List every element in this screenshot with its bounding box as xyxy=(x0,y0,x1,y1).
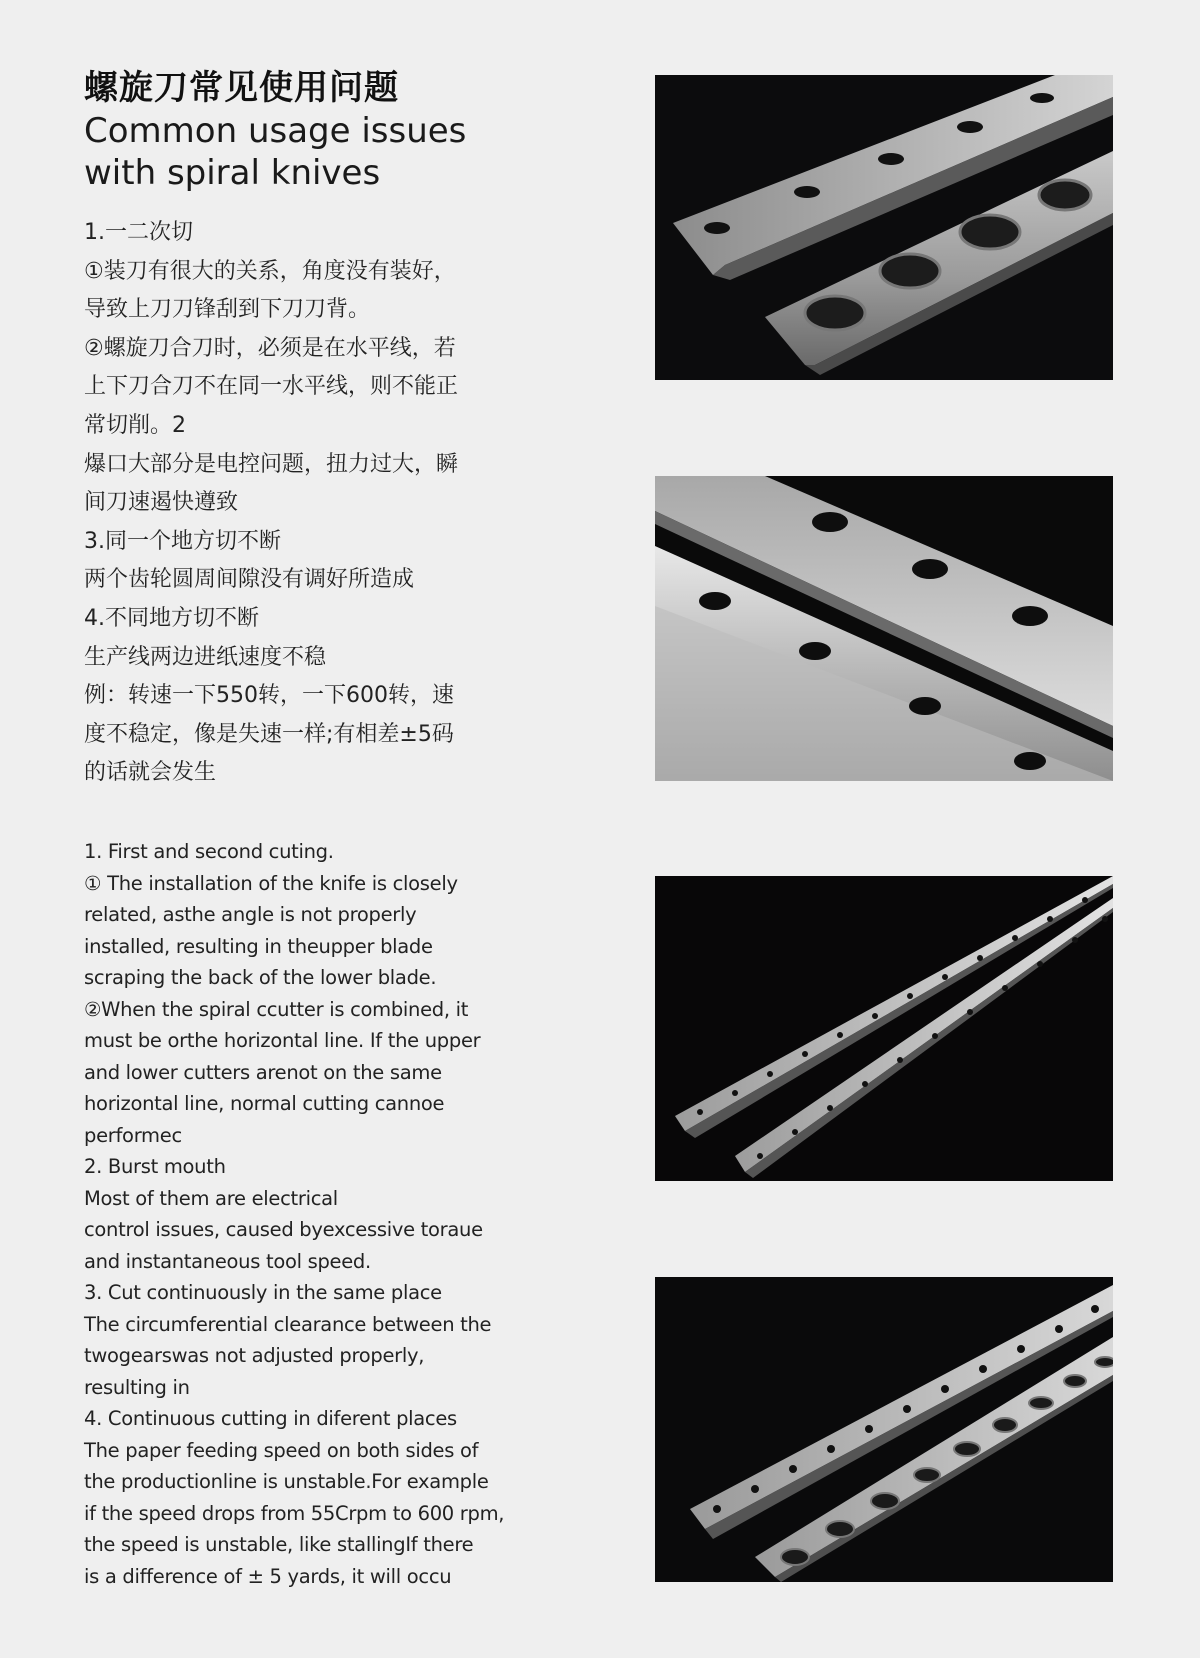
en-line: must be orthe horizontal line. If the upper xyxy=(84,1029,481,1052)
en-line: if the speed drops from 55Crpm to 600 rpm, xyxy=(84,1501,505,1525)
cn-line: 导致上刀刀锋刮到下刀刀背。 xyxy=(84,297,371,323)
en-line: The paper feeding speed on both sides of xyxy=(84,1438,479,1462)
en-line: 3. Cut continuously in the same place xyxy=(84,1281,442,1304)
chinese-text-block xyxy=(84,214,544,793)
title-english xyxy=(84,110,544,194)
title-english-line-2: with spiral knives xyxy=(84,153,381,193)
en-line: installed, resulting in theupper blade xyxy=(84,934,433,958)
en-line: 1. First and second cuting. xyxy=(84,840,334,863)
blade-photo-2 xyxy=(655,476,1113,781)
cn-line: 常切削。2 xyxy=(84,412,186,438)
blade-photo-1 xyxy=(655,75,1113,380)
en-line: and instantaneous tool speed. xyxy=(84,1249,371,1273)
en-line: related, asthe angle is not properly xyxy=(84,903,417,926)
en-line: the productionline is unstable.For example xyxy=(84,1470,489,1493)
cn-line: 度不稳定，像是失速一样;有相差±5码 xyxy=(84,721,454,747)
title-english-line-1: Common usage issues xyxy=(84,111,467,151)
cn-line: ②螺旋刀合刀时，必须是在水平线，若 xyxy=(84,335,456,361)
blade-photo-1-image xyxy=(655,75,1113,380)
cn-line: 间刀速遏快遵致 xyxy=(84,490,239,516)
en-line: control issues, caused byexcessive toraue xyxy=(84,1218,483,1241)
en-line: resulting in xyxy=(84,1375,190,1399)
cn-line: 1.一二次切 xyxy=(84,220,193,245)
cn-line: 爆口大部分是电控问题，扭力过大，瞬 xyxy=(84,451,459,477)
en-line: ②When the spiral ccutter is combined, it xyxy=(84,997,469,1021)
en-line: the speed is unstable, like stallingIf there xyxy=(84,1533,474,1556)
english-text-block xyxy=(84,836,544,1592)
en-line: horizontal line, normal cutting cannoe xyxy=(84,1092,445,1115)
blade-photo-2-image xyxy=(655,476,1113,781)
en-line: 4. Continuous cutting in diferent places xyxy=(84,1407,457,1430)
en-line: ① The installation of the knife is closely xyxy=(84,871,458,895)
blade-photo-4-image xyxy=(655,1277,1113,1582)
en-line: twogearswas not adjusted properly, xyxy=(84,1344,425,1367)
en-line: is a difference of ± 5 yards, it will occu xyxy=(84,1564,452,1588)
en-line: performec xyxy=(84,1123,182,1147)
en-line: and lower cutters arenot on the same xyxy=(84,1060,442,1084)
cn-line: 4.不同地方切不断 xyxy=(84,605,259,631)
cn-line: 生产线两边进纸速度不稳 xyxy=(84,644,327,670)
en-line: Most of them are electrical xyxy=(84,1186,338,1210)
en-line: The circumferential clearance between the xyxy=(84,1312,492,1336)
blade-photo-4 xyxy=(655,1277,1113,1582)
blade-photo-3 xyxy=(655,876,1113,1181)
blade-photo-3-image xyxy=(655,876,1113,1181)
en-line: scraping the back of the lower blade. xyxy=(84,966,437,989)
cn-line: ①装刀有很大的关系，角度没有装好， xyxy=(84,258,456,284)
cn-line: 3.同一个地方切不断 xyxy=(84,528,281,554)
left-column xyxy=(84,66,544,793)
cn-line: 上下刀合刀不在同一水平线，则不能正 xyxy=(84,374,459,400)
title-chinese: 螺旋刀常见使用问题 xyxy=(84,68,399,108)
en-line: 2. Burst mouth xyxy=(84,1155,226,1178)
cn-line: 例：转速一下550转，一下600转，速 xyxy=(84,683,454,709)
cn-line: 两个齿轮圆周间隙没有调好所造成 xyxy=(84,567,415,593)
cn-line: 的话就会发生 xyxy=(84,760,217,786)
